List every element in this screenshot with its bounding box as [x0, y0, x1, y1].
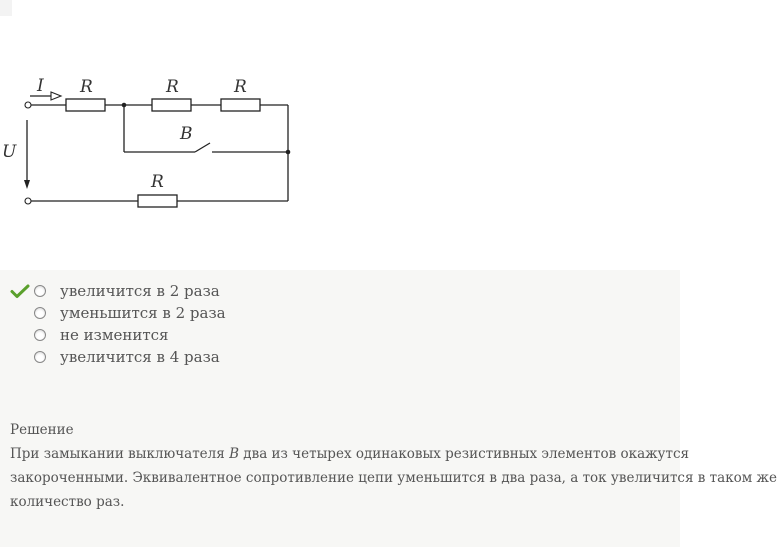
- label-voltage: U: [2, 142, 17, 162]
- solution-line-3: количество раз.: [10, 494, 125, 510]
- switch-blade: [195, 143, 210, 152]
- solution-line-2: закороченными. Эквивалентное сопротивление цепи уменьшится в два раза, а ток увеличится в таком же: [10, 470, 777, 486]
- terminal-bottom: [25, 198, 31, 204]
- label-r3: R: [234, 77, 247, 97]
- resistor-1: [66, 99, 105, 111]
- corner-block: [0, 0, 12, 16]
- radio-option-2[interactable]: [34, 307, 46, 319]
- resistor-3: [221, 99, 260, 111]
- circuit-diagram: [0, 60, 300, 220]
- solution-text: [10, 442, 777, 516]
- option-3[interactable]: [0, 325, 680, 347]
- label-r2: R: [166, 77, 179, 97]
- node-right: [286, 150, 291, 155]
- option-2[interactable]: [0, 303, 680, 325]
- node-left: [122, 103, 127, 108]
- solution-line-1-post: два из четырех одинаковых резистивных элементов окажутся: [238, 446, 690, 462]
- solution-line-1: [10, 442, 690, 466]
- current-arrow-head: [51, 92, 61, 100]
- option-2-label: уменьшится в 2 раза: [60, 304, 226, 322]
- radio-option-4[interactable]: [34, 351, 46, 363]
- label-switch: B: [180, 124, 193, 144]
- label-current: I: [37, 76, 44, 96]
- solution-title: Решение: [10, 422, 74, 438]
- terminal-top: [25, 102, 31, 108]
- voltage-arrow-head: [24, 180, 30, 189]
- label-r4: R: [151, 172, 164, 192]
- check-icon: [11, 284, 29, 298]
- resistor-4: [138, 195, 177, 207]
- option-4-label: увеличится в 4 раза: [60, 348, 220, 366]
- radio-option-3[interactable]: [34, 329, 46, 341]
- option-3-label: не изменится: [60, 326, 169, 344]
- radio-option-1[interactable]: [34, 285, 46, 297]
- option-1[interactable]: [0, 281, 680, 303]
- resistor-2: [152, 99, 191, 111]
- option-4[interactable]: [0, 347, 680, 369]
- label-r1: R: [80, 77, 93, 97]
- circuit-svg: [0, 60, 300, 220]
- solution-variable: B: [229, 446, 239, 462]
- option-1-label: увеличится в 2 раза: [60, 282, 220, 300]
- solution-line-1-pre: При замыкании выключателя: [10, 446, 230, 462]
